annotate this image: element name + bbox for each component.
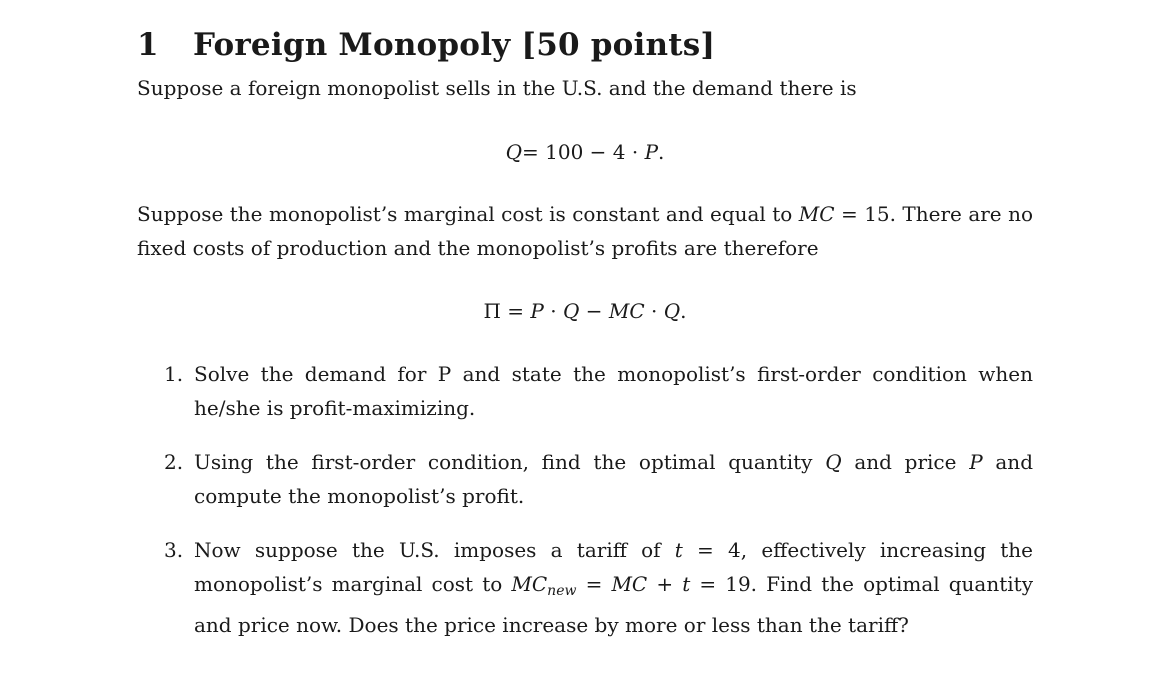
question-item xyxy=(164,533,1033,642)
question-number: 3. xyxy=(164,538,184,562)
section-title: Foreign Monopoly [50 points] xyxy=(193,26,716,63)
question-item xyxy=(164,445,1033,513)
section-heading xyxy=(137,27,715,63)
question-item xyxy=(164,357,1033,425)
question-number: 1. xyxy=(164,362,184,386)
question-number: 2. xyxy=(164,450,184,474)
profit-equation: Π = P · Q − MC · Q. xyxy=(483,299,687,323)
demand-equation: Q= 100 − 4 · P. xyxy=(505,140,665,164)
question-text: Now suppose the U.S. imposes a tariff of t = 4, effectively increasing the monopolist’s marginal cost to $MC_{new}$ = MC + t = 19. Find the optimal quantity and price now. Does the price increase by more or less than the tariff? xyxy=(194,538,1033,637)
question-text: Using the first-order condition, find the optimal quantity Q and price P and compute the monopolist’s profit. xyxy=(194,450,1033,508)
intro-paragraph: Suppose a foreign monopolist sells in the U.S. and the demand there is xyxy=(137,76,857,100)
question-text: Solve the demand for P and state the monopolist’s first-order condition when he/she is profit-maximizing. xyxy=(194,362,1033,420)
cost-paragraph: Suppose the monopolist’s marginal cost is constant and equal to MC = 15. There are no fixed costs of production and the monopolist’s profits are therefore xyxy=(137,202,1033,260)
section-number: 1 xyxy=(137,26,159,63)
